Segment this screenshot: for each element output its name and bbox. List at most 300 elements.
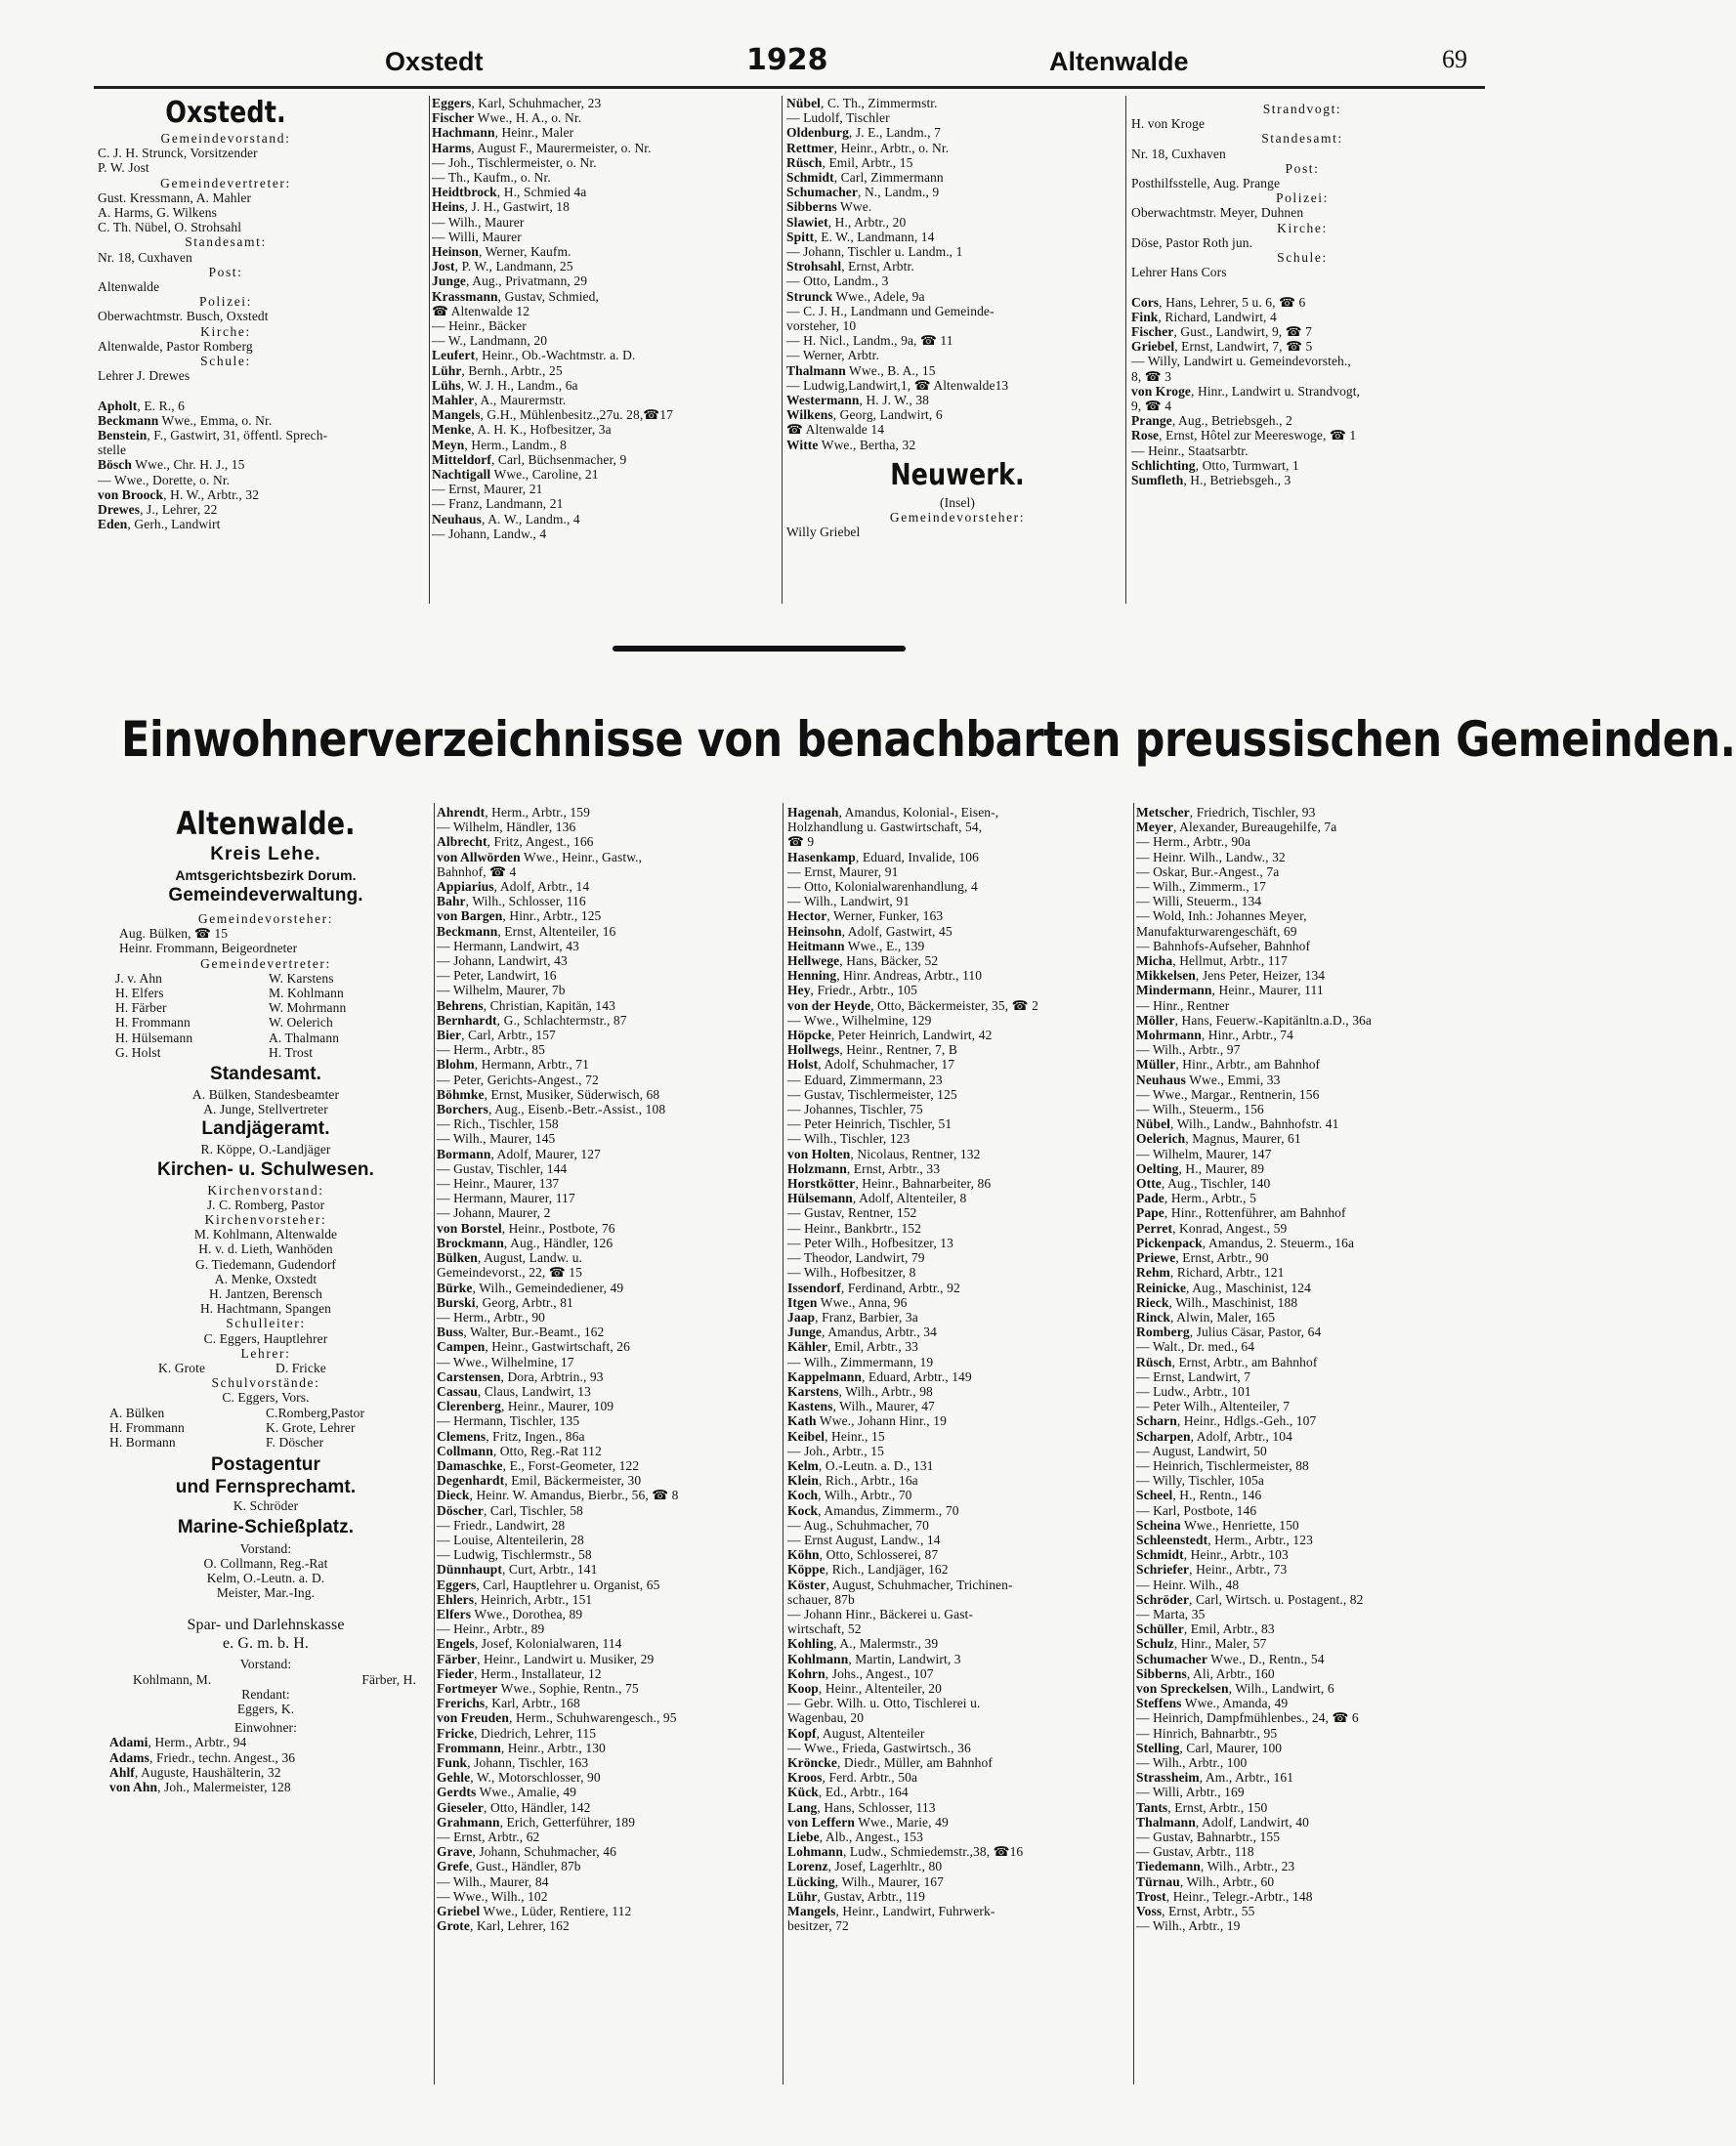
entry-line: Neuhaus, A. W., Landm., 4 — [432, 511, 580, 526]
surname: Otte — [1136, 1176, 1162, 1192]
entry-line: Posthilfsstelle, Aug. Prange — [1131, 176, 1281, 191]
surname: Albrecht — [437, 834, 487, 850]
surname: Lorenz — [787, 1859, 828, 1874]
pair-cell: G. Holst — [115, 1044, 161, 1060]
rendant-name: Eggers, K. — [236, 1701, 295, 1716]
surname: Gieseler — [437, 1799, 485, 1815]
entry-line: Bier, Carl, Arbtr., 157 — [437, 1028, 556, 1043]
surname: Kück — [787, 1785, 819, 1800]
surname: Bier — [437, 1028, 462, 1043]
pair-cell: A. Thalmann — [269, 1030, 340, 1045]
entry-line: — Willi, Arbtr., 169 — [1136, 1785, 1245, 1800]
entry-line: Mikkelsen, Jens Peter, Heizer, 134 — [1136, 968, 1326, 984]
surname: Damaschke — [437, 1457, 503, 1473]
schulvorstaende-grid — [109, 1406, 422, 1451]
entry-line: Beckmann Wwe., Emma, o. Nr. — [98, 412, 273, 428]
entry-line: — Heinrich, Tischlermeister, 88 — [1136, 1457, 1309, 1473]
entry-line: Tants, Ernst, Arbtr., 150 — [1136, 1799, 1268, 1815]
surname: Grahmann — [437, 1814, 500, 1830]
entry-line: — Johann, Landwirt, 43 — [437, 953, 568, 969]
entry-line: — Willy, Tischler, 105a — [1136, 1473, 1264, 1489]
entry-line: Pickenpack, Amandus, 2. Steuerm., 16a — [1136, 1235, 1355, 1250]
pair-cell: H. Frommann — [109, 1419, 185, 1435]
entry-line: — Otto, Kolonialwarenhandlung, 4 — [787, 879, 978, 895]
entry-line: Döscher, Carl, Tischler, 58 — [437, 1502, 583, 1518]
entry-line: Hector, Werner, Funker, 163 — [787, 908, 944, 924]
landjaeger-heading: Landjägeramt. — [201, 1118, 330, 1140]
surname: Funk — [437, 1755, 468, 1770]
entry-line: — Peter Heinrich, Tischler, 51 — [787, 1116, 953, 1132]
entry-line: — Heinr., Maurer, 137 — [437, 1176, 560, 1192]
entry-line: Sumfleth, H., Betriebsgeh., 3 — [1131, 473, 1291, 488]
surname: Tiedemann — [1136, 1859, 1201, 1874]
surname: Schleenstedt — [1136, 1532, 1208, 1547]
bottom-column-residents-a-g — [437, 805, 779, 1933]
entry-line: Sibberns Wwe. — [786, 199, 872, 215]
entry-line: — Wwe., Wilhelmine, 17 — [437, 1354, 574, 1369]
entry-line: Oelting, H., Maurer, 89 — [1136, 1160, 1265, 1176]
entry-line: Mangels, G.H., Mühlenbesitz.,27u. 28,☎17 — [432, 407, 673, 423]
surname: Kelm — [787, 1457, 819, 1473]
surname: Rehm — [1136, 1265, 1170, 1281]
entry-line: — Peter Wilh., Hofbesitzer, 13 — [787, 1235, 954, 1250]
lehrer-2: D. Fricke — [275, 1361, 326, 1376]
surname: Pape — [1136, 1205, 1164, 1221]
top-column-oxstedt-officials — [98, 96, 354, 531]
entry-line: Horstkötter, Heinr., Bahnarbeiter, 86 — [787, 1176, 992, 1192]
entry-line: — Bahnhofs-Aufseher, Bahnhof — [1136, 938, 1311, 953]
surname: Voss — [1136, 1904, 1163, 1919]
entry-line: 8, ☎ 3 — [1131, 368, 1172, 384]
entry-line: Clemens, Fritz, Ingen., 86a — [437, 1428, 585, 1444]
surname: Schlichting — [1131, 457, 1196, 473]
surname: Rüsch — [786, 154, 823, 170]
surname: Heitmann — [787, 938, 845, 953]
entry-line: Leufert, Heinr., Ob.-Wachtmstr. a. D. — [432, 348, 636, 363]
schulleiter-heading: Schulleiter: — [226, 1316, 306, 1331]
entry-line: Clerenberg, Heinr., Maurer, 109 — [437, 1399, 614, 1414]
pair-row — [113, 1015, 422, 1030]
entry-line: — Friedr., Landwirt, 28 — [437, 1517, 566, 1533]
entry-line: Thalmann Wwe., B. A., 15 — [786, 362, 936, 378]
surname: Trost — [1136, 1888, 1166, 1904]
surname: Adami — [109, 1735, 148, 1750]
list-item: A. Menke, Oxstedt — [214, 1271, 318, 1286]
entry-line: — Hermann, Tischler, 135 — [437, 1413, 580, 1429]
entry-line: Reinicke, Aug., Maschinist, 124 — [1136, 1280, 1311, 1295]
vorsteher-heading: Gemeindevorsteher: — [197, 911, 334, 926]
amtsgericht-heading: Amtsgerichtsbezirk Dorum. — [175, 867, 357, 883]
surname: Köster — [787, 1577, 826, 1592]
entry-line: Lücking, Wilh., Maurer, 167 — [787, 1873, 945, 1889]
entry-line: Eggers, Karl, Schuhmacher, 23 — [432, 96, 602, 110]
kirchenvorsteher-list — [109, 1227, 422, 1316]
surname: Priewe — [1136, 1250, 1176, 1266]
entry-line: Böhmke, Ernst, Musiker, Süderwisch, 68 — [437, 1086, 660, 1102]
surname: Klein — [787, 1473, 820, 1489]
surname: Rettmer — [786, 140, 834, 155]
entry-line: Buss, Walter, Bur.-Beamt., 162 — [437, 1325, 605, 1340]
entry-line: Scharn, Heinr., Hdlgs.-Geh., 107 — [1136, 1413, 1317, 1429]
entry-line: Albrecht, Fritz, Angest., 166 — [437, 834, 594, 850]
lehrer-1: K. Grote — [158, 1361, 206, 1376]
entry-line: Grote, Karl, Lehrer, 162 — [437, 1918, 570, 1934]
surname: Westermann — [786, 393, 860, 408]
entry-line: Fortmeyer Wwe., Sophie, Rentn., 75 — [437, 1680, 639, 1696]
entry-line: Schüller, Emil, Arbtr., 83 — [1136, 1621, 1275, 1637]
entry-line: Rüsch, Emil, Arbtr., 15 — [786, 154, 913, 170]
kirchenvorstand-heading: Kirchenvorstand: — [207, 1182, 324, 1198]
entry-line: Pape, Hinr., Rottenführer, am Bahnhof — [1136, 1205, 1346, 1221]
entry-line: Köppe, Rich., Landjäger, 162 — [787, 1562, 949, 1578]
entry-line: Kappelmann, Eduard, Arbtr., 149 — [787, 1368, 972, 1384]
lehrer-heading: Lehrer: — [240, 1345, 291, 1361]
surname: von Spreckelsen — [1136, 1680, 1229, 1696]
surname: Mahler — [432, 393, 475, 408]
entry-line: Witte Wwe., Bertha, 32 — [786, 437, 916, 452]
surname: Lücking — [787, 1873, 835, 1889]
surname: Strohsahl — [786, 259, 842, 274]
surname: von der Heyde — [787, 997, 871, 1013]
surname: Spitt — [786, 229, 815, 244]
entry-line: Scheina Wwe., Henriette, 150 — [1136, 1517, 1299, 1533]
entry-line: — Ernst August, Landw., 14 — [787, 1532, 941, 1547]
surname: Witte — [786, 437, 819, 452]
surname: Nachtigall — [432, 467, 491, 483]
surname: Leufert — [432, 348, 476, 363]
entry-line: von Ahn, Joh., Malermeister, 128 — [109, 1779, 291, 1794]
surname: Bürke — [437, 1280, 473, 1295]
entry-line: Menke, A. H. K., Hofbesitzer, 3a — [432, 422, 612, 438]
entry-line: — Wilh., Landwirt, 91 — [787, 894, 910, 909]
entry-line: Itgen Wwe., Anna, 96 — [787, 1294, 908, 1310]
entry-line: Adams, Friedr., techn. Angest., 36 — [109, 1749, 296, 1765]
entry-line: — Wilhelm, Maurer, 7b — [437, 983, 566, 998]
entry-line: von Bargen, Hinr., Arbtr., 125 — [437, 908, 602, 924]
spar-heading-2: e. G. m. b. H. — [222, 1635, 310, 1653]
entry-line: — Gustav, Tischlermeister, 125 — [787, 1086, 957, 1102]
entry-line: Fink, Richard, Landwirt, 4 — [1131, 309, 1277, 324]
surname: Reinicke — [1136, 1280, 1187, 1295]
surname: Koch — [787, 1488, 819, 1503]
entry-line: — Wilh., Zimmermann, 19 — [787, 1354, 934, 1369]
entry-line: — H. Nicl., Landm., 9a, ☎ 11 — [786, 333, 953, 349]
surname: Menke — [432, 422, 472, 438]
surname: Thalmann — [1136, 1814, 1196, 1830]
entry-line: Damaschke, E., Forst-Geometer, 122 — [437, 1457, 640, 1473]
surname: Kastens — [787, 1399, 833, 1414]
entry-line: Carstensen, Dora, Arbtrin., 93 — [437, 1368, 604, 1384]
surname: Bülken — [437, 1250, 478, 1266]
entry-line: — Wwe., Wilh., 102 — [437, 1888, 548, 1904]
surname: Ahlf — [109, 1764, 135, 1780]
surname: Strunck — [786, 288, 833, 304]
surname: Gehle — [437, 1770, 471, 1786]
entry-line: A. Harms, G. Wilkens — [98, 205, 217, 221]
entry-line: Rose, Ernst, Hôtel zur Meereswoge, ☎ 1 — [1131, 428, 1357, 443]
entry-line: — Wwe., Frieda, Gastwirtsch., 36 — [787, 1740, 971, 1755]
entry-line: Fricke, Diedrich, Lehrer, 115 — [437, 1725, 597, 1741]
entry-line: Scheel, H., Rentn., 146 — [1136, 1488, 1262, 1503]
subheading: Standesamt: — [185, 234, 267, 250]
entry-line: Perret, Konrad, Angest., 59 — [1136, 1220, 1288, 1236]
surname: Hector — [787, 908, 827, 924]
surname: Kopf — [787, 1725, 817, 1741]
surname: Sibberns — [1136, 1665, 1187, 1681]
surname: Müller — [1136, 1057, 1176, 1073]
entry-line: Eden, Gerh., Landwirt — [98, 517, 221, 532]
entry-line: Stelling, Carl, Maurer, 100 — [1136, 1740, 1283, 1755]
surname: Kröncke — [787, 1755, 837, 1770]
surname: Scharpen — [1136, 1428, 1191, 1444]
subheading: Gemeindevorstand: — [160, 131, 291, 146]
list-item: Kelm, O.-Leutn. a. D. — [206, 1570, 325, 1585]
pair-cell: F. Döscher — [266, 1435, 324, 1451]
surname: Eden — [98, 517, 128, 532]
standesamt-heading: Standesamt. — [209, 1064, 322, 1085]
entry-line: Wagenbau, 20 — [787, 1710, 865, 1726]
entry-line: von Freuden, Herm., Schuhwarengesch., 95 — [437, 1710, 677, 1726]
running-header — [94, 43, 1485, 82]
pair-cell: J. v. Ahn — [115, 970, 163, 986]
post-heading-2: und Fernsprechamt. — [175, 1477, 357, 1498]
entry-line: Lorenz, Josef, Lagerhltr., 80 — [787, 1859, 943, 1874]
entry-line: Pade, Herm., Arbtr., 5 — [1136, 1191, 1256, 1206]
pair-cell: W. Oelerich — [269, 1015, 333, 1031]
entry-line: Lehrer J. Drewes — [98, 368, 191, 384]
surname: Cors — [1131, 294, 1160, 310]
surname: Wilkens — [786, 407, 833, 423]
surname: Lang — [787, 1799, 818, 1815]
column-rule — [434, 803, 435, 2084]
entry-line: — Herm., Arbtr., 90 — [437, 1309, 546, 1325]
entry-line: Schleenstedt, Herm., Arbtr., 123 — [1136, 1532, 1313, 1547]
spacer — [98, 383, 354, 398]
entry-line: von Spreckelsen, Wilh., Landwirt, 6 — [1136, 1680, 1334, 1696]
entry-line: C. J. H. Strunck, Vorsitzender — [98, 146, 258, 161]
surname: Clerenberg — [437, 1399, 501, 1414]
schulvorstaende-heading: Schulvorstände: — [211, 1375, 320, 1391]
einwohner-list — [109, 1735, 422, 1794]
entry-line: Köhn, Otto, Schlosserei, 87 — [787, 1547, 939, 1563]
entry-line: Koop, Heinr., Altenteiler, 20 — [787, 1680, 942, 1696]
entry-line: Oelerich, Magnus, Maurer, 61 — [1136, 1131, 1301, 1147]
residents-m-v-lines — [1136, 805, 1488, 1933]
entry-line: ☎ Altenwalde 14 — [786, 422, 885, 438]
entry-line: Meyer, Alexander, Bureaugehilfe, 7a — [1136, 820, 1337, 835]
subheading: Schule: — [200, 354, 251, 369]
surname: Ahrendt — [437, 805, 486, 820]
surname: Metscher — [1136, 805, 1190, 820]
entry-line: — August, Landwirt, 50 — [1136, 1443, 1267, 1458]
subheading: Kirche: — [1277, 220, 1328, 235]
entry-line: Henning, Hinr. Andreas, Arbtr., 110 — [787, 968, 983, 984]
entry-line: — Wilh., Maurer — [432, 214, 525, 230]
surname: Fieder — [437, 1665, 475, 1681]
surname: Schriefer — [1136, 1562, 1190, 1578]
entry-line: Frerichs, Karl, Arbtr., 168 — [437, 1696, 580, 1711]
surname: Stelling — [1136, 1740, 1180, 1755]
subheading: Standesamt: — [1261, 131, 1343, 147]
entry-line: Lehrer Hans Cors — [1131, 265, 1227, 280]
entry-line: Kopf, August, Altenteiler — [787, 1725, 925, 1741]
surname: Oldenburg — [786, 125, 849, 141]
entry-line: Kath Wwe., Johann Hinr., 19 — [787, 1413, 947, 1429]
section-title-neuwerk: Neuwerk. — [890, 457, 1025, 492]
entry-line: Griebel, Ernst, Landwirt, 7, ☎ 5 — [1131, 339, 1313, 355]
surname: Schröder — [1136, 1591, 1190, 1607]
entry-line: — Heinr., Bankbrtr., 152 — [787, 1220, 922, 1236]
entry-line: Borchers, Aug., Eisenb.-Betr.-Assist., 108 — [437, 1102, 666, 1117]
surname: Rüsch — [1136, 1354, 1172, 1369]
entry-line: Mindermann, Heinr., Maurer, 111 — [1136, 983, 1324, 998]
surname: Eggers — [437, 1577, 477, 1592]
surname: Slawiet — [786, 214, 828, 230]
entry-line: Romberg, Julius Cäsar, Pastor, 64 — [1136, 1325, 1322, 1340]
entry-line: Bülken, August, Landw. u. — [437, 1250, 583, 1266]
entry-line: Blohm, Hermann, Arbtr., 71 — [437, 1057, 589, 1073]
surname: Schmidt — [786, 170, 834, 186]
subheading: Post: — [1285, 160, 1320, 176]
surname: Kock — [787, 1502, 819, 1518]
section-title-oxstedt: Oxstedt. — [165, 96, 286, 130]
einwohner-heading: Einwohner: — [234, 1720, 297, 1736]
surname: Lühr — [787, 1888, 818, 1904]
entry-line: Oberwachtmstr. Meyer, Duhnen — [1131, 205, 1304, 221]
surname: Türnau — [1136, 1873, 1180, 1889]
surname: Itgen — [787, 1294, 818, 1310]
standesamt-list — [109, 1087, 422, 1116]
surname: Heinson — [432, 244, 479, 260]
pair-cell: W. Mohrmann — [269, 1000, 347, 1016]
entry-line: Schulz, Hinr., Maler, 57 — [1136, 1636, 1267, 1652]
entry-line: Färber, Heinr., Landwirt u. Musiker, 29 — [437, 1651, 655, 1666]
surname: von Borstel — [437, 1220, 502, 1236]
entry-line: Sibberns, Ali, Arbtr., 160 — [1136, 1665, 1275, 1681]
neuwerk-role: Gemeindevorsteher: — [889, 510, 1026, 526]
surname: Griebel — [437, 1904, 481, 1919]
surname: Neuhaus — [1136, 1072, 1186, 1087]
entry-line: von Holten, Nicolaus, Rentner, 132 — [787, 1146, 981, 1161]
surname: Carstensen — [437, 1368, 501, 1384]
spacer — [1131, 279, 1473, 294]
surname: Karstens — [787, 1383, 839, 1399]
pair-cell: M. Kohlmann — [269, 986, 344, 1001]
entry-line: Degenhardt, Emil, Bäckermeister, 30 — [437, 1473, 642, 1489]
entry-line: Ahlf, Auguste, Haushälterin, 32 — [109, 1764, 281, 1780]
residents-h-m-lines — [787, 805, 1131, 1933]
entry-line: Ahrendt, Herm., Arbtr., 159 — [437, 805, 590, 820]
entry-line: — Heinrich, Dampfmühlenbes., 24, ☎ 6 — [1136, 1710, 1359, 1726]
entry-line: Cors, Hans, Lehrer, 5 u. 6, ☎ 6 — [1131, 294, 1306, 310]
entry-line: Nübel, Wilh., Landw., Bahnhofstr. 41 — [1136, 1116, 1339, 1132]
pair-row — [109, 1406, 422, 1420]
pair-cell: H. Färber — [115, 1000, 167, 1016]
surname: Grefe — [437, 1859, 470, 1874]
entry-line: von Allwörden Wwe., Heinr., Gastw., — [437, 849, 643, 864]
entry-line: — Johannes, Tischler, 75 — [787, 1102, 923, 1117]
entry-line: Klein, Rich., Arbtr., 16a — [787, 1473, 918, 1489]
surname: von Bargen — [437, 908, 503, 924]
surname: Färber — [437, 1651, 478, 1666]
surname: Degenhardt — [437, 1473, 505, 1489]
surname: Henning — [787, 968, 837, 984]
surname: Fink — [1131, 309, 1159, 324]
entry-line: — Karl, Postbote, 146 — [1136, 1502, 1257, 1518]
entry-line: — Joh., Arbtr., 15 — [787, 1443, 884, 1458]
surname: Micha — [1136, 953, 1173, 969]
neuwerk-vorsteher: Willy Griebel — [786, 525, 861, 540]
header-rule — [94, 86, 1485, 89]
entry-line: Altenwalde — [98, 279, 160, 295]
surname: Schulz — [1136, 1636, 1174, 1652]
surname: Bahr — [437, 894, 466, 909]
surname: Apholt — [98, 398, 138, 413]
entry-line: Benstein, F., Gastwirt, 31, öffentl. Sprech- — [98, 428, 328, 443]
entry-line: Keibel, Heinr., 15 — [787, 1428, 885, 1444]
entry-line: — Wwe., Wilhelmine, 129 — [787, 1012, 932, 1028]
entry-line: — Ludwig,Landwirt,1, ☎ Altenwalde13 — [786, 377, 1009, 393]
entry-line: Hey, Friedr., Arbtr., 105 — [787, 983, 917, 998]
entry-line: Bormann, Adolf, Maurer, 127 — [437, 1146, 601, 1161]
entry-line: Lühs, W. J. H., Landm., 6a — [432, 377, 578, 393]
kirchenvorsteher-heading: Kirchenvorsteher: — [204, 1212, 327, 1228]
entry-line: Junge, Aug., Privatmann, 29 — [432, 274, 588, 289]
surname: Mitteldorf — [432, 451, 491, 467]
pair-cell: H. Hülsemann — [115, 1030, 193, 1045]
surname: Ehlers — [437, 1591, 475, 1607]
post-name: K. Schröder — [233, 1498, 299, 1514]
surname: Jost — [432, 259, 455, 274]
entry-line: Adami, Herm., Arbtr., 94 — [109, 1735, 247, 1750]
entry-line: Gust. Kressmann, A. Mahler — [98, 189, 252, 205]
surname: Holzmann — [787, 1160, 847, 1176]
entry-line: — W., Landmann, 20 — [432, 333, 548, 349]
surname: Blohm — [437, 1057, 475, 1073]
list-item: A. Junge, Stellvertreter — [203, 1102, 328, 1117]
entry-line: Kähler, Emil, Arbtr., 33 — [787, 1339, 919, 1355]
entry-line: Drewes, J., Lehrer, 22 — [98, 502, 218, 518]
entry-line: — Johann, Landw., 4 — [432, 526, 547, 541]
surname: Nübel — [1136, 1116, 1171, 1132]
entry-line: — Joh., Tischlermeister, o. Nr. — [432, 154, 597, 170]
residents-a-g-lines — [437, 805, 779, 1933]
entry-line: Schmidt, Carl, Zimmermann — [786, 170, 944, 186]
surname: Oelerich — [1136, 1131, 1186, 1147]
entry-line: von Leffern Wwe., Marie, 49 — [787, 1814, 949, 1830]
entry-line: — Wilh., Arbtr., 97 — [1136, 1042, 1241, 1058]
surname: Oelting — [1136, 1160, 1179, 1176]
surname: Jaap — [787, 1309, 816, 1325]
entry-line: — Wilhelm, Maurer, 147 — [1136, 1146, 1272, 1161]
entry-line: — Willi, Maurer — [432, 229, 522, 244]
surname: Hollwegs — [787, 1042, 840, 1058]
surname: Dünnhaupt — [437, 1562, 502, 1578]
entry-line: — Wilh., Steuerm., 156 — [1136, 1102, 1264, 1117]
entry-line: — Otto, Landm., 3 — [786, 274, 889, 289]
entry-line: von Borstel, Heinr., Postbote, 76 — [437, 1220, 615, 1236]
entry-line: Schlichting, Otto, Turmwart, 1 — [1131, 457, 1299, 473]
surname: Tants — [1136, 1799, 1168, 1815]
entry-line: — Wilh., Arbtr., 100 — [1136, 1755, 1248, 1770]
surname: Schumacher — [786, 185, 858, 200]
entry-line: Jaap, Franz, Barbier, 3a — [787, 1309, 918, 1325]
entry-line: Gehle, W., Motorschlosser, 90 — [437, 1770, 601, 1786]
surname: Mangels — [787, 1904, 836, 1919]
pair-row — [113, 971, 422, 986]
surname: Koop — [787, 1680, 819, 1696]
spar-heading-1: Spar- und Darlehnskasse — [187, 1617, 345, 1634]
